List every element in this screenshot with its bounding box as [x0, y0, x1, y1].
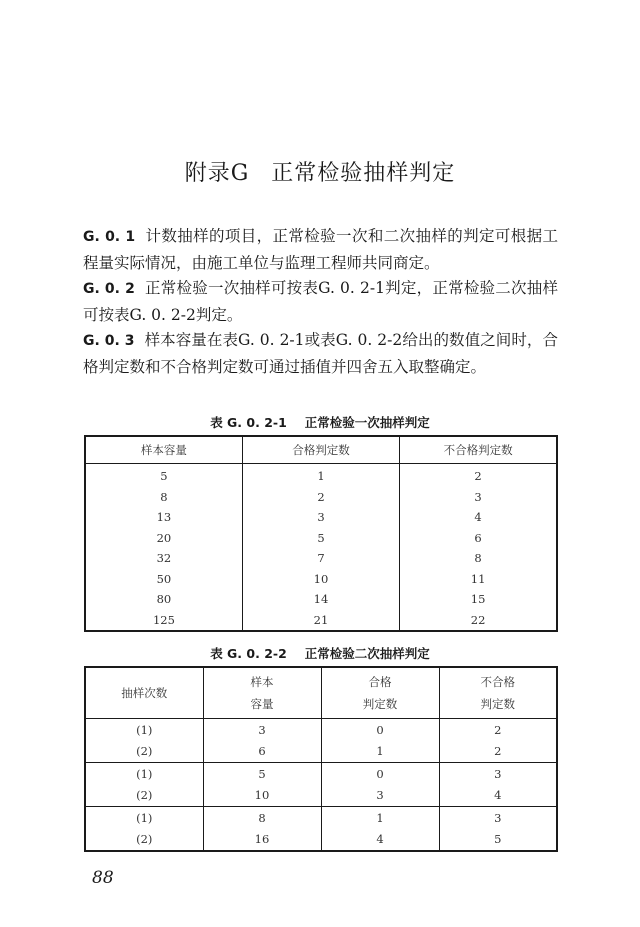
- table-cell: 11: [400, 569, 557, 590]
- table-header-row: [85, 436, 557, 464]
- clause-number: G. 0. 2: [83, 281, 135, 297]
- header-text: 容量: [250, 697, 274, 711]
- table-cell: 4: [439, 785, 557, 807]
- table2-caption-title: 正常检验二次抽样判定: [304, 646, 430, 661]
- table-cell: 8: [400, 548, 557, 569]
- table1-caption: [0, 413, 640, 431]
- table-cell: 32: [156, 551, 172, 566]
- table-cell: 7: [242, 548, 399, 569]
- clause-text: 计数抽样的项目，正常检验一次和二次抽样的判定可根据工程量实际情况，由施工单位与监理工程师共同商定。: [83, 227, 558, 272]
- clause-g-0-1: [83, 224, 558, 276]
- table-cell: 20: [156, 530, 172, 545]
- table-cell: (1): [136, 722, 153, 737]
- table1-caption-title: 正常检验一次抽样判定: [304, 415, 430, 430]
- clause-g-0-2: [83, 276, 558, 328]
- table-cell: 8: [160, 489, 168, 504]
- clause-text: 样本容量在表G. 0. 2-1或表G. 0. 2-2给出的数值之间时，合格判定数和不合格判定数可通过插值并四舍五入取整确定。: [83, 331, 558, 376]
- header-text: 合格: [368, 675, 392, 689]
- table-cell: 16: [203, 829, 321, 852]
- appendix-label: 附录G: [184, 161, 250, 186]
- clause-number: G. 0. 3: [83, 333, 135, 349]
- appendix-title: 正常检验抽样判定: [271, 161, 456, 186]
- table-row: [85, 487, 557, 508]
- clause-text: 正常检验一次抽样可按表G. 0. 2-1判定，正常检验二次抽样可按表G. 0. 2-2判定。: [83, 279, 558, 324]
- table-cell: 5: [439, 829, 557, 852]
- table-cell: 6: [400, 528, 557, 549]
- table-cell: 3: [439, 807, 557, 829]
- table-cell: (2): [85, 741, 203, 763]
- table-cell: 13: [156, 510, 172, 525]
- table-cell: (2): [85, 785, 203, 807]
- table-cell: (2): [136, 832, 153, 847]
- table1-body: [85, 464, 557, 632]
- table-cell: 5: [203, 763, 321, 785]
- table-cell: 6: [203, 741, 321, 763]
- clause-g-0-3: [83, 328, 558, 380]
- header-text: 抽样次数: [121, 686, 168, 700]
- table1-caption-number: 表 G. 0. 2-1: [210, 415, 287, 430]
- table-row: [85, 741, 557, 763]
- table-cell: 3: [203, 719, 321, 741]
- table-cell: 125: [152, 612, 175, 627]
- table-cell: 3: [242, 507, 399, 528]
- table-row: [85, 569, 557, 590]
- header-acceptance-number: [321, 667, 439, 719]
- header-sampling-stage: [85, 667, 203, 719]
- header-sample-size: 样本容量: [85, 436, 242, 464]
- table-row: [85, 548, 557, 569]
- table-cell: (1): [136, 766, 153, 781]
- table-cell: 2: [242, 487, 399, 508]
- header-text: 不合格: [480, 675, 515, 689]
- table-header-row: [85, 667, 557, 719]
- single-sampling-table: [84, 435, 558, 632]
- table-cell: 0: [321, 763, 439, 785]
- table-cell: 5: [160, 469, 168, 484]
- table-cell: 4: [400, 507, 557, 528]
- table-row: [85, 719, 557, 741]
- table-cell: 22: [400, 610, 557, 632]
- table2-body: [85, 719, 557, 852]
- table-cell: 1: [321, 807, 439, 829]
- header-text: 判定数: [480, 697, 515, 711]
- table-cell: 15: [400, 589, 557, 610]
- appendix-heading: [0, 156, 640, 187]
- table-row: [85, 507, 557, 528]
- table-cell: 1: [242, 464, 399, 487]
- table-cell: 10: [203, 785, 321, 807]
- table-row: [85, 807, 557, 829]
- table-cell: 1: [321, 741, 439, 763]
- header-acceptance-number: 合格判定数: [242, 436, 399, 464]
- table2-caption: [0, 644, 640, 662]
- table-cell: 14: [242, 589, 399, 610]
- table-cell: 3: [439, 763, 557, 785]
- table-cell: (1): [136, 810, 153, 825]
- table-cell: 3: [321, 785, 439, 807]
- clause-list: [83, 224, 558, 380]
- table-cell: 2: [400, 464, 557, 487]
- table-row: [85, 528, 557, 549]
- table-cell: 3: [400, 487, 557, 508]
- table-row: [85, 610, 557, 632]
- table-cell: 50: [156, 571, 172, 586]
- table-row: [85, 464, 557, 487]
- table-cell: 80: [156, 592, 172, 607]
- header-text: 样本: [250, 675, 274, 689]
- header-rejection-number: 不合格判定数: [400, 436, 557, 464]
- table-row: [85, 829, 557, 852]
- table-row: [85, 785, 557, 807]
- table-cell: 10: [242, 569, 399, 590]
- header-rejection-number: [439, 667, 557, 719]
- table-cell: 4: [321, 829, 439, 852]
- header-text: 判定数: [362, 697, 398, 711]
- table-cell: 5: [242, 528, 399, 549]
- table-cell: 8: [203, 807, 321, 829]
- table2-caption-number: 表 G. 0. 2-2: [210, 646, 287, 661]
- table-cell: 2: [439, 741, 557, 763]
- table-cell: 0: [321, 719, 439, 741]
- header-sample-size: [203, 667, 321, 719]
- table-row: [85, 763, 557, 785]
- table-row: [85, 589, 557, 610]
- double-sampling-table: [84, 666, 558, 852]
- table-cell: 21: [242, 610, 399, 632]
- page-number: 88: [92, 868, 114, 888]
- clause-number: G. 0. 1: [83, 229, 136, 245]
- table-cell: 2: [439, 719, 557, 741]
